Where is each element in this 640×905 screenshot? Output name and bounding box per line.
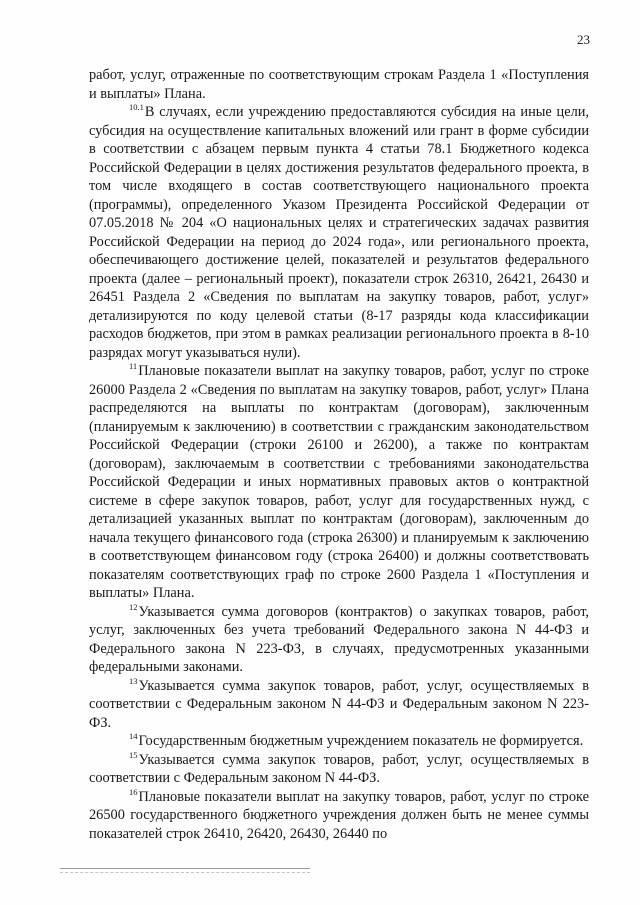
footnote-marker: 11: [129, 361, 138, 371]
paragraph-footnote-15: [89, 751, 589, 788]
footnote-marker: 15: [129, 749, 138, 760]
paragraph-text: Указывается сумма закупок товаров, работ, услуг, осуществляемых в соответствии с Федеральным законом N 44-ФЗ.: [89, 751, 589, 786]
document-body: [89, 66, 589, 843]
paragraph-text: работ, услуг, отраженные по соответствующим строкам Раздела 1 «Поступления и выплаты» Плана.: [89, 67, 589, 102]
paragraph-footnote-11: [89, 362, 589, 603]
paragraph-text: Указывается сумма закупок товаров, работ, услуг, осуществляемых в соответствии с Федеральным законом N 44-ФЗ и Федеральным законом N 223-ФЗ.: [89, 677, 589, 731]
paragraph-text: Плановые показатели выплат на закупку товаров, работ, услуг по строке 26000 Раздела 2 «Сведения по выплатам на закупку товаров, работ, услуг» Плана распределяются на выплаты по контрактам (договорам), заключенным (планируемым к заключению) в соответствии с гражданским законодательством Российской Федерации (строки 26100 и 26200), а также по контрактам (договорам), заключаемым в соответствии с требованиями законодательства Российской Федерации и иных нормативных правовых актов о контрактной системе в сфере закупок товаров, работ, услуг для государственных нужд, с детализацией указанных выплат по контрактам (договорам), заключенным до начала текущего финансового года (строка 26300) и планируемым к заключению в соответствующем финансовом году (строка 26400) и должны соответствовать показателям соответствующих граф по строке 2600 Раздела 1 «Поступления и выплаты» Плана.: [89, 363, 589, 601]
paragraph-continuation: [89, 66, 589, 103]
footnote-marker: 14: [129, 731, 138, 741]
page-number: 23: [577, 32, 590, 47]
footer-divider: [60, 868, 310, 869]
paragraph-footnote-12: [89, 603, 589, 677]
paragraph-footnote-13: [89, 677, 589, 733]
paragraph-footnote-14: [89, 732, 589, 751]
paragraph-text: Указывается сумма договоров (контрактов) о закупках товаров, работ, услуг, заключенных без учета требований Федерального закона N 44-ФЗ и Федерального закона N 223-ФЗ, в случаях, предусмотренных указанными федеральными законами.: [89, 603, 589, 675]
paragraph-footnote-16: [89, 788, 589, 844]
paragraph-footnote-10-1: [89, 103, 589, 362]
paragraph-text: Плановые показатели выплат на закупку товаров, работ, услуг по строке 26500 государственного бюджетного учреждения должен быть не менее суммы показателей строк 26410, 26420, 26430, 26440 по: [89, 788, 589, 842]
paragraph-text: В случаях, если учреждению предоставляются субсидия на иные цели, субсидия на осуществление капитальных вложений или грант в форме субсидии в соответствии с абзацем первым пункта 4 статьи 78.1 Бюджетного кодекса Российской Федерации в целях достижения результатов федерального проекта, в том числе входящего в состав соответствующего национального проекта (программы), определенного Указом Президента Российской Федерации от 07.05.2018 № 204 «О национальных целях и стратегических задачах развития Российской Федерации на период до 2024 года», или регионального проекта, обеспечивающего достижение целей, показателей и результатов федерального проекта (далее – региональный проект), показатели строк 26310, 26421, 26430 и 26451 Раздела 2 «Сведения по выплатам на закупку товаров, работ, услуг» детализируются по коду целевой статьи (8-17 разряды кода классификации расходов бюджетов, при этом в рамках реализации регионального проекта в 8-10 разрядах могут указываться нули).: [89, 104, 589, 361]
footnote-marker: 16: [129, 786, 138, 797]
footnote-marker: 10.1: [129, 102, 144, 112]
footer-divider-secondary: [60, 872, 310, 873]
footnote-marker: 13: [129, 675, 138, 686]
footnote-marker: 12: [129, 601, 138, 612]
paragraph-text: Государственным бюджетным учреждением показатель не формируется.: [138, 733, 584, 749]
